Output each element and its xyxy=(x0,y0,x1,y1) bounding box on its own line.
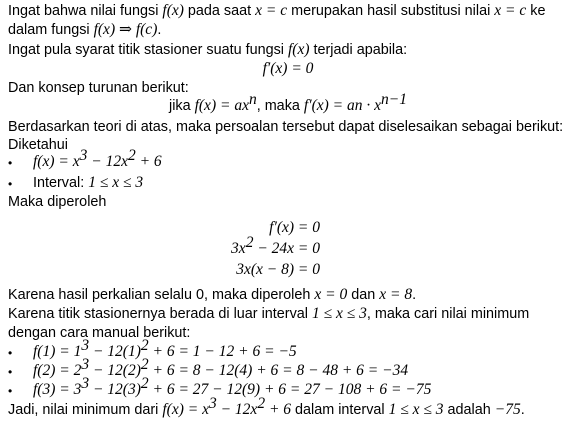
intro-line-2: dalam fungsi f(x) ⇒ f(c). xyxy=(8,21,162,38)
theory-line: Berdasarkan teori di atas, maka persoalan tersebut dapat diselesaikan sebagai berikut: xyxy=(8,119,564,135)
step-derivative-factored: 3x(x − 8) = 0 xyxy=(236,261,320,278)
given-heading: Diketahui xyxy=(8,137,68,153)
derivative-concept-line: Dan konsep turunan berikut: xyxy=(8,80,189,96)
stationary-condition-line: Ingat pula syarat titik stasioner suatu fungsi f(x) terjadi apabila: xyxy=(8,41,408,58)
roots-line: Karena hasil perkalian selalu 0, maka diperoleh x = 0 dan x = 8. xyxy=(8,286,417,303)
outside-interval-line: Karena titik stasionernya berada di luar interval 1 ≤ x ≤ 3, maka cari nilai minimum xyxy=(8,305,530,322)
bullet-icon: • xyxy=(8,365,13,379)
calc-f1: $f(1) = 1^3 - 12(1)^2 + 6 = 1 - 12 + 6 = -5$ xyxy=(33,337,297,360)
bullet-icon: • xyxy=(8,346,13,360)
stationary-equation: f′(x) = 0 xyxy=(262,60,314,77)
conclusion-line: Jadi, nilai minimum dari $f(x) = x^3 - 12x^2 + 6$ dalam interval 1 ≤ x ≤ 3 adalah −75. xyxy=(8,395,525,418)
bullet-icon: • xyxy=(8,177,13,191)
given-function: $f(x) = x^3 - 12x^2 + 6$ xyxy=(33,147,162,170)
bullet-icon: • xyxy=(8,156,13,170)
given-interval: Interval: 1 ≤ x ≤ 3 xyxy=(33,174,144,191)
manual-method-line: dengan cara manual berikut: xyxy=(8,325,191,341)
calc-f3: $f(3) = 3^3 - 12(3)^2 + 6 = 27 - 12(9) + 6 = 27 - 108 + 6 = -75$ xyxy=(33,375,432,398)
obtained-heading: Maka diperoleh xyxy=(8,194,107,210)
step-derivative-zero: f′(x) = 0 xyxy=(269,219,320,236)
step-derivative-expanded: $3x^2 - 24x = 0$ xyxy=(231,234,320,257)
intro-line-1: Ingat bahwa nilai fungsi f(x) pada saat x = c merupakan hasil substitusi nilai x = c ke xyxy=(8,2,546,19)
bullet-icon: • xyxy=(8,384,13,398)
derivative-rule: jika $f(x) = ax^n$, maka f′(x) = an · $x^{n-1}$ xyxy=(169,91,407,114)
calc-f2: $f(2) = 2^3 - 12(2)^2 + 6 = 8 - 12(4) + 6 = 8 - 48 + 6 = -34$ xyxy=(33,356,409,379)
